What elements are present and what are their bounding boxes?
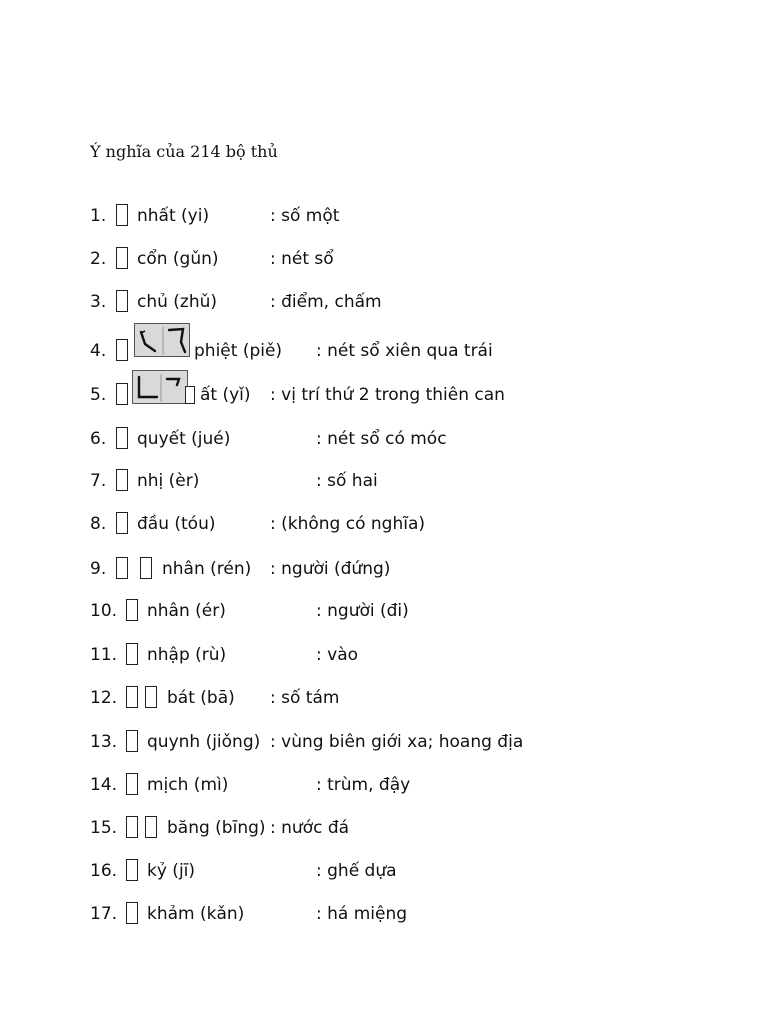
entry-number: 13. xyxy=(90,732,118,752)
entry-number: 2. xyxy=(90,249,107,269)
radical-name: băng (bīng) xyxy=(167,818,266,838)
stroke-yi-image-icon xyxy=(132,370,188,404)
missing-glyph-icon xyxy=(126,859,138,881)
entry-number: 14. xyxy=(90,775,118,795)
missing-glyph-icon xyxy=(116,290,128,312)
radical-name: nhập (rù) xyxy=(147,645,227,665)
radical-name: ất (yǐ) xyxy=(200,385,251,405)
radical-name: chủ (zhǔ) xyxy=(137,292,218,312)
radical-name: nhân (ér) xyxy=(147,601,226,621)
radical-name: nhị (èr) xyxy=(137,471,200,491)
radical-name: mịch (mì) xyxy=(147,775,229,795)
missing-glyph-icon xyxy=(116,512,128,534)
radical-meaning: : trùm, đậy xyxy=(316,775,411,795)
radical-name: nhân (rén) xyxy=(162,559,252,579)
missing-glyph-icon xyxy=(116,383,128,405)
radical-name: đầu (tóu) xyxy=(137,514,216,534)
missing-glyph-icon xyxy=(126,773,138,795)
entry-number: 11. xyxy=(90,645,118,665)
radical-meaning: : người (đi) xyxy=(316,601,409,621)
entry-number: 12. xyxy=(90,688,118,708)
missing-glyph-icon xyxy=(126,730,138,752)
radical-meaning: : (không có nghĩa) xyxy=(270,514,426,534)
radical-meaning: : điểm, chấm xyxy=(270,292,382,312)
entry-number: 5. xyxy=(90,385,107,405)
stroke-pie-image-icon xyxy=(134,323,190,357)
radical-meaning: : há miệng xyxy=(316,904,408,924)
radical-meaning: : vùng biên giới xa; hoang địa xyxy=(270,732,524,752)
radical-meaning: : số tám xyxy=(270,688,340,708)
entry-number: 17. xyxy=(90,904,118,924)
missing-glyph-icon xyxy=(116,204,128,226)
missing-glyph-icon xyxy=(116,427,128,449)
radical-name: kỷ (jī) xyxy=(147,861,196,881)
missing-glyph-icon xyxy=(185,386,195,404)
entry-number: 1. xyxy=(90,206,107,226)
entry-number: 16. xyxy=(90,861,118,881)
missing-glyph-icon xyxy=(126,902,138,924)
radical-meaning: : số một xyxy=(270,206,340,226)
page-title: Ý nghĩa của 214 bộ thủ xyxy=(90,142,278,161)
entry-number: 15. xyxy=(90,818,118,838)
radical-meaning: : số hai xyxy=(316,471,378,491)
entry-number: 7. xyxy=(90,471,107,491)
missing-glyph-icon xyxy=(145,816,157,838)
missing-glyph-icon xyxy=(145,686,157,708)
radical-meaning: : nước đá xyxy=(270,818,350,838)
radical-name: cổn (gǔn) xyxy=(137,249,219,269)
radical-name: phiệt (piě) xyxy=(194,341,283,361)
radical-meaning: : ghế dựa xyxy=(316,861,397,881)
entry-number: 9. xyxy=(90,559,107,579)
radical-name: quyết (jué) xyxy=(137,429,231,449)
missing-glyph-icon xyxy=(116,339,128,361)
entry-number: 3. xyxy=(90,292,107,312)
entry-number: 8. xyxy=(90,514,107,534)
missing-glyph-icon xyxy=(116,557,128,579)
missing-glyph-icon xyxy=(126,686,138,708)
entry-number: 10. xyxy=(90,601,118,621)
missing-glyph-icon xyxy=(116,469,128,491)
missing-glyph-icon xyxy=(126,643,138,665)
missing-glyph-icon xyxy=(116,247,128,269)
radical-name: quynh (jiǒng) xyxy=(147,732,261,752)
radical-name: nhất (yi) xyxy=(137,206,210,226)
radical-meaning: : người (đứng) xyxy=(270,559,391,579)
radical-meaning: : vào xyxy=(316,645,359,665)
entry-number: 4. xyxy=(90,341,107,361)
radical-meaning: : vị trí thứ 2 trong thiên can xyxy=(270,385,505,405)
radical-name: bát (bā) xyxy=(167,688,235,708)
radical-meaning: : nét sổ có móc xyxy=(316,429,447,449)
radical-meaning: : nét sổ xyxy=(270,249,334,269)
radical-name: khảm (kǎn) xyxy=(147,904,245,924)
missing-glyph-icon xyxy=(126,599,138,621)
entry-number: 6. xyxy=(90,429,107,449)
missing-glyph-icon xyxy=(140,557,152,579)
radical-meaning: : nét sổ xiên qua trái xyxy=(316,341,493,361)
missing-glyph-icon xyxy=(126,816,138,838)
